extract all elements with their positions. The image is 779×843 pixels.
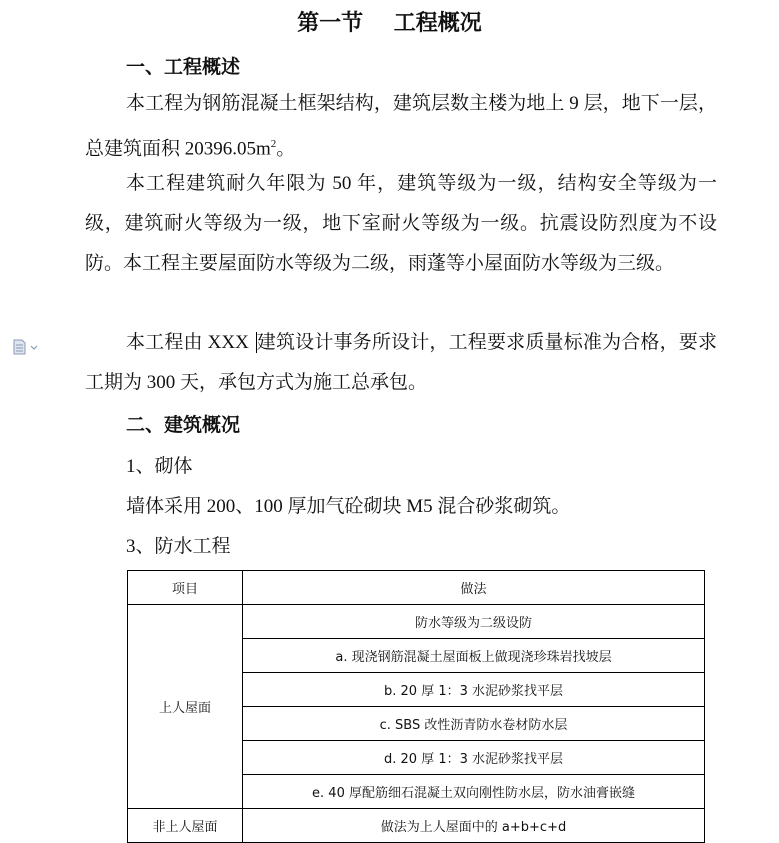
table-header-row [128, 571, 705, 605]
item-waterproofing: 3、防水工程 [126, 536, 231, 557]
paragraph-structure-text: 本工程为钢筋混凝土框架结构，建筑层数主楼为地上 9 层，地下一层，总建筑面积 20396.05m [85, 93, 717, 160]
table-cell: c. SBS 改性沥青防水卷材防水层 [243, 707, 705, 741]
section-heading-building: 二、建筑概况 [126, 414, 241, 436]
table-cell: 防水等级为二级设防 [243, 605, 705, 639]
paragraph-structure-end: 。 [276, 138, 296, 160]
page-title: 第一节 工程概况 [297, 11, 482, 36]
section-heading-overview: 一、工程概述 [126, 56, 241, 78]
waterproofing-table [127, 570, 705, 843]
table-cell: a. 现浇钢筋混凝土屋面板上做现浇珍珠岩找坡层 [243, 639, 705, 673]
table-row [128, 605, 705, 639]
masonry-text: 墙体采用 200、100 厚加气砼砌块 M5 混合砂浆砌筑。 [126, 496, 571, 517]
paragraph-design-rest: 建筑设计事务所设计，工程要求质量标准为合格，要求工期为 300 天，承包方式为施工总承包。 [85, 332, 717, 393]
table-cell-roof-accessible: 上人屋面 [128, 605, 243, 809]
paragraph-grades: 本工程建筑耐久年限为 50 年，建筑等级为一级，结构安全等级为一级，建筑耐火等级为一级，地下室耐火等级为一级。抗震设防烈度为不设防。本工程主要屋面防水等级为二级，雨蓬等小屋面防水等级为三级。 [85, 173, 717, 274]
table-header-method: 做法 [243, 571, 705, 605]
paste-options-icon[interactable] [12, 339, 40, 355]
table-cell: e. 40 厚配筋细石混凝土双向刚性防水层，防水油膏嵌缝 [243, 775, 705, 809]
table-cell: b. 20 厚 1：3 水泥砂浆找平层 [243, 673, 705, 707]
table-cell-roof-non-accessible: 非上人屋面 [128, 809, 243, 843]
paragraph-structure [85, 84, 717, 169]
paragraph-design [85, 323, 717, 403]
table-row [128, 809, 705, 843]
table-cell: 做法为上人屋面中的 a+b+c+d [243, 809, 705, 843]
table-cell: d. 20 厚 1：3 水泥砂浆找平层 [243, 741, 705, 775]
paragraph-design-start: 本工程由 XXX [126, 332, 254, 353]
area-superscript: 2 [270, 138, 277, 150]
table-header-item: 项目 [128, 571, 243, 605]
item-masonry: 1、砌体 [126, 456, 193, 477]
